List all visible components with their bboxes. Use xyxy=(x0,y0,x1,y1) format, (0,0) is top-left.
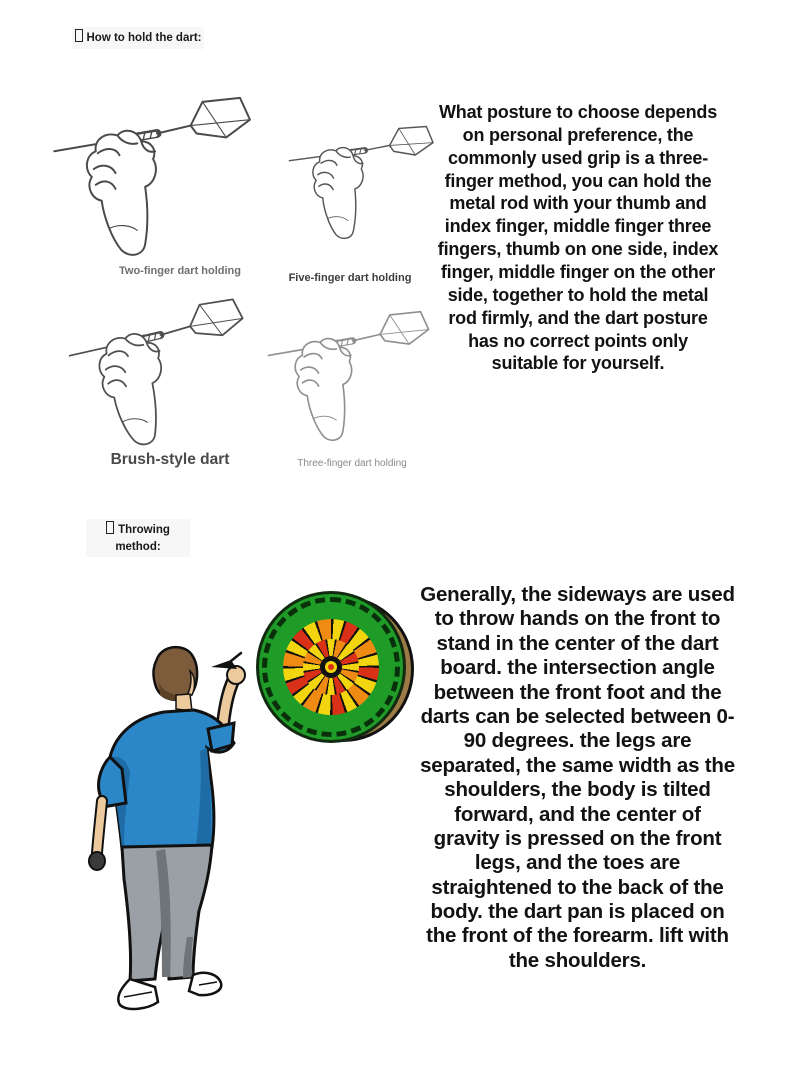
dart-thrower-illustration xyxy=(64,637,280,1039)
two-finger-grip-illustration xyxy=(45,90,275,258)
figure-caption-three-finger: Three-finger dart holding xyxy=(297,458,407,469)
throw-heading-text: Throwing method: xyxy=(115,524,170,553)
missing-glyph-box-icon xyxy=(106,521,114,534)
missing-glyph-box-icon xyxy=(75,29,83,42)
figure-caption-five-finger: Five-finger dart holding xyxy=(288,272,412,284)
three-finger-grip-illustration xyxy=(262,297,448,451)
brush-grip-illustration xyxy=(48,290,282,452)
figure-caption-brush-style: Brush-style dart xyxy=(110,451,230,468)
hold-section-paragraph: What posture to choose depends on personal preference, the commonly used grip is a three-finger method, you can hold the metal rod with your thumb and index finger, middle finger three fingers, thumb on one side, index finger, middle finger on the other side, together to hold the metal rod firmly, and the dart posture has no correct points only suitable for yourself. xyxy=(437,102,719,374)
throw-section-heading xyxy=(86,519,190,557)
hold-section-heading xyxy=(72,27,204,49)
five-finger-grip-illustration xyxy=(280,91,452,269)
dartboard-bullseye xyxy=(320,656,342,678)
figure-caption-two-finger: Two-finger dart holding xyxy=(119,265,241,277)
throw-section-paragraph: Generally, the sideways are used to throw hands on the front to stand in the center of the dart board. the intersection angle between the front foot and the darts can be selected between 0-90 degrees. the legs are separated, the same width as the shoulders, the body is tilted forward, and the center of gravity is pressed on the front legs, and the toes are straightened to the back of the body. the dart pan is placed on the front of the forearm. lift with the shoulders. xyxy=(420,583,735,972)
hold-heading-text: How to hold the dart: xyxy=(86,32,202,44)
